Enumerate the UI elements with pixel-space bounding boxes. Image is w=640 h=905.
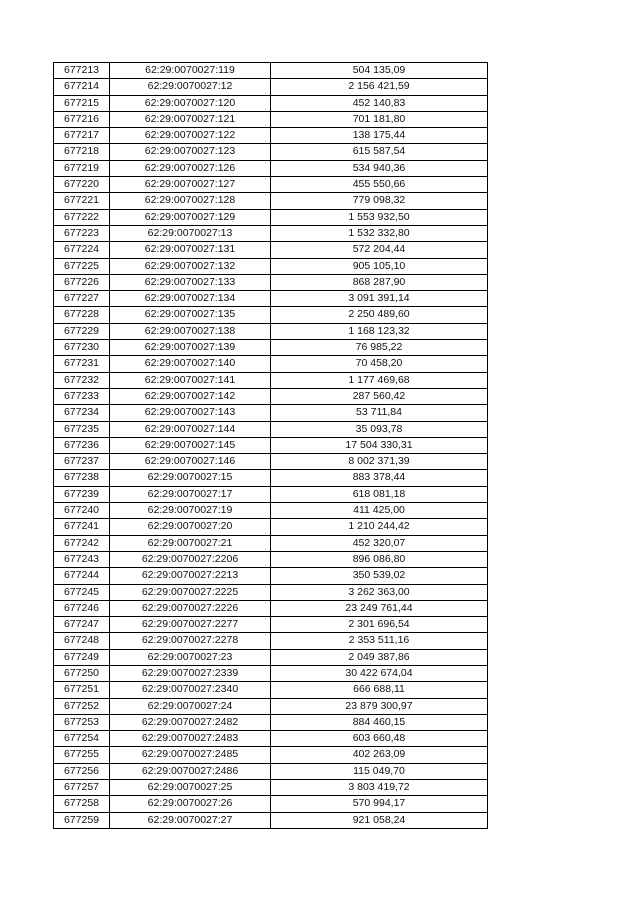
cadastral-number-cell: 62:29:0070027:146: [110, 454, 271, 470]
cadastral-value-cell: 921 058,24: [271, 812, 488, 828]
cadastral-number-cell: 62:29:0070027:2340: [110, 682, 271, 698]
table-row: [54, 258, 488, 274]
row-number-cell: 677253: [54, 714, 110, 730]
cadastral-value-cell: 1 553 932,50: [271, 209, 488, 225]
cadastral-value-cell: 883 378,44: [271, 470, 488, 486]
cadastral-number-cell: 62:29:0070027:139: [110, 340, 271, 356]
row-number-cell: 677248: [54, 633, 110, 649]
cadastral-number-cell: 62:29:0070027:132: [110, 258, 271, 274]
table-row: [54, 388, 488, 404]
cadastral-number-cell: 62:29:0070027:142: [110, 388, 271, 404]
cadastral-number-cell: 62:29:0070027:145: [110, 437, 271, 453]
cadastral-number-cell: 62:29:0070027:2278: [110, 633, 271, 649]
cadastral-number-cell: 62:29:0070027:21: [110, 535, 271, 551]
cadastral-value-cell: 3 262 363,00: [271, 584, 488, 600]
table-row: [54, 291, 488, 307]
table-row: [54, 763, 488, 779]
table-row: [54, 682, 488, 698]
cadastral-number-cell: 62:29:0070027:140: [110, 356, 271, 372]
row-number-cell: 677213: [54, 63, 110, 79]
cadastral-value-cell: 2 250 489,60: [271, 307, 488, 323]
cadastral-number-cell: 62:29:0070027:20: [110, 519, 271, 535]
table-row: [54, 714, 488, 730]
cadastral-number-cell: 62:29:0070027:2339: [110, 665, 271, 681]
row-number-cell: 677252: [54, 698, 110, 714]
table-row: [54, 747, 488, 763]
row-number-cell: 677236: [54, 437, 110, 453]
cadastral-value-cell: 504 135,09: [271, 63, 488, 79]
table-row: [54, 372, 488, 388]
cadastral-number-cell: 62:29:0070027:135: [110, 307, 271, 323]
table-row: [54, 617, 488, 633]
cadastral-value-cell: 350 539,02: [271, 568, 488, 584]
row-number-cell: 677237: [54, 454, 110, 470]
table-row: [54, 340, 488, 356]
table-row: [54, 486, 488, 502]
cadastral-number-cell: 62:29:0070027:25: [110, 780, 271, 796]
cadastral-value-cell: 3 091 391,14: [271, 291, 488, 307]
cadastral-number-cell: 62:29:0070027:2225: [110, 584, 271, 600]
table-row: [54, 225, 488, 241]
cadastral-value-cell: 666 688,11: [271, 682, 488, 698]
row-number-cell: 677214: [54, 79, 110, 95]
cadastral-number-cell: 62:29:0070027:2277: [110, 617, 271, 633]
cadastral-number-cell: 62:29:0070027:122: [110, 128, 271, 144]
table-row: [54, 307, 488, 323]
cadastral-value-cell: 570 994,17: [271, 796, 488, 812]
cadastral-value-cell: 896 086,80: [271, 551, 488, 567]
table-row: [54, 242, 488, 258]
row-number-cell: 677225: [54, 258, 110, 274]
cadastral-number-cell: 62:29:0070027:144: [110, 421, 271, 437]
row-number-cell: 677251: [54, 682, 110, 698]
row-number-cell: 677221: [54, 193, 110, 209]
cadastral-value-cell: 615 587,54: [271, 144, 488, 160]
cadastral-number-cell: 62:29:0070027:143: [110, 405, 271, 421]
table-row: [54, 454, 488, 470]
cadastral-value-cell: 779 098,32: [271, 193, 488, 209]
cadastral-value-cell: 138 175,44: [271, 128, 488, 144]
row-number-cell: 677249: [54, 649, 110, 665]
row-number-cell: 677227: [54, 291, 110, 307]
cadastral-number-cell: 62:29:0070027:121: [110, 111, 271, 127]
cadastral-value-cell: 17 504 330,31: [271, 437, 488, 453]
row-number-cell: 677220: [54, 177, 110, 193]
cadastral-number-cell: 62:29:0070027:141: [110, 372, 271, 388]
cadastral-number-cell: 62:29:0070027:2482: [110, 714, 271, 730]
row-number-cell: 677247: [54, 617, 110, 633]
cadastral-number-cell: 62:29:0070027:2485: [110, 747, 271, 763]
row-number-cell: 677241: [54, 519, 110, 535]
table-row: [54, 63, 488, 79]
row-number-cell: 677235: [54, 421, 110, 437]
table-row: [54, 470, 488, 486]
cadastral-number-cell: 62:29:0070027:134: [110, 291, 271, 307]
table-row: [54, 731, 488, 747]
cadastral-value-cell: 23 879 300,97: [271, 698, 488, 714]
row-number-cell: 677216: [54, 111, 110, 127]
table-row: [54, 128, 488, 144]
cadastral-value-cell: 2 301 696,54: [271, 617, 488, 633]
row-number-cell: 677257: [54, 780, 110, 796]
cadastral-value-cell: 1 177 469,68: [271, 372, 488, 388]
row-number-cell: 677232: [54, 372, 110, 388]
cadastral-value-cell: 35 093,78: [271, 421, 488, 437]
row-number-cell: 677218: [54, 144, 110, 160]
table-row: [54, 405, 488, 421]
cadastral-number-cell: 62:29:0070027:19: [110, 503, 271, 519]
cadastral-number-cell: 62:29:0070027:119: [110, 63, 271, 79]
row-number-cell: 677240: [54, 503, 110, 519]
table-row: [54, 177, 488, 193]
row-number-cell: 677245: [54, 584, 110, 600]
cadastral-value-cell: 30 422 674,04: [271, 665, 488, 681]
row-number-cell: 677219: [54, 160, 110, 176]
table-row: [54, 95, 488, 111]
cadastral-number-cell: 62:29:0070027:138: [110, 323, 271, 339]
cadastral-number-cell: 62:29:0070027:15: [110, 470, 271, 486]
row-number-cell: 677230: [54, 340, 110, 356]
cadastral-value-cell: 411 425,00: [271, 503, 488, 519]
row-number-cell: 677217: [54, 128, 110, 144]
row-number-cell: 677224: [54, 242, 110, 258]
cadastral-value-cell: 3 803 419,72: [271, 780, 488, 796]
cadastral-value-table: [53, 62, 488, 829]
row-number-cell: 677256: [54, 763, 110, 779]
row-number-cell: 677246: [54, 600, 110, 616]
cadastral-value-cell: 1 532 332,80: [271, 225, 488, 241]
cadastral-value-cell: 452 140,83: [271, 95, 488, 111]
table-row: [54, 323, 488, 339]
cadastral-value-cell: 868 287,90: [271, 274, 488, 290]
row-number-cell: 677242: [54, 535, 110, 551]
cadastral-value-cell: 618 081,18: [271, 486, 488, 502]
cadastral-number-cell: 62:29:0070027:133: [110, 274, 271, 290]
table-row: [54, 193, 488, 209]
cadastral-number-cell: 62:29:0070027:127: [110, 177, 271, 193]
table-row: [54, 535, 488, 551]
row-number-cell: 677244: [54, 568, 110, 584]
table-row: [54, 649, 488, 665]
cadastral-value-cell: 23 249 761,44: [271, 600, 488, 616]
table-row: [54, 144, 488, 160]
table-row: [54, 812, 488, 828]
cadastral-number-cell: 62:29:0070027:2206: [110, 551, 271, 567]
cadastral-value-cell: 287 560,42: [271, 388, 488, 404]
table-row: [54, 584, 488, 600]
cadastral-value-cell: 534 940,36: [271, 160, 488, 176]
cadastral-number-cell: 62:29:0070027:123: [110, 144, 271, 160]
row-number-cell: 677231: [54, 356, 110, 372]
cadastral-number-cell: 62:29:0070027:126: [110, 160, 271, 176]
table-row: [54, 437, 488, 453]
cadastral-value-cell: 402 263,09: [271, 747, 488, 763]
cadastral-value-cell: 115 049,70: [271, 763, 488, 779]
cadastral-number-cell: 62:29:0070027:26: [110, 796, 271, 812]
row-number-cell: 677229: [54, 323, 110, 339]
cadastral-number-cell: 62:29:0070027:131: [110, 242, 271, 258]
cadastral-number-cell: 62:29:0070027:27: [110, 812, 271, 828]
table-row: [54, 600, 488, 616]
table-row: [54, 503, 488, 519]
table-row: [54, 209, 488, 225]
cadastral-value-cell: 572 204,44: [271, 242, 488, 258]
table-row: [54, 633, 488, 649]
cadastral-value-cell: 1 210 244,42: [271, 519, 488, 535]
cadastral-number-cell: 62:29:0070027:12: [110, 79, 271, 95]
cadastral-number-cell: 62:29:0070027:2483: [110, 731, 271, 747]
row-number-cell: 677215: [54, 95, 110, 111]
table-row: [54, 79, 488, 95]
row-number-cell: 677226: [54, 274, 110, 290]
cadastral-number-cell: 62:29:0070027:24: [110, 698, 271, 714]
cadastral-value-cell: 76 985,22: [271, 340, 488, 356]
table-row: [54, 160, 488, 176]
row-number-cell: 677258: [54, 796, 110, 812]
row-number-cell: 677223: [54, 225, 110, 241]
row-number-cell: 677238: [54, 470, 110, 486]
row-number-cell: 677234: [54, 405, 110, 421]
table-row: [54, 111, 488, 127]
cadastral-number-cell: 62:29:0070027:129: [110, 209, 271, 225]
cadastral-number-cell: 62:29:0070027:2213: [110, 568, 271, 584]
table-row: [54, 665, 488, 681]
row-number-cell: 677255: [54, 747, 110, 763]
cadastral-number-cell: 62:29:0070027:17: [110, 486, 271, 502]
cadastral-value-cell: 603 660,48: [271, 731, 488, 747]
row-number-cell: 677222: [54, 209, 110, 225]
row-number-cell: 677233: [54, 388, 110, 404]
cadastral-number-cell: 62:29:0070027:2486: [110, 763, 271, 779]
cadastral-value-cell: 70 458,20: [271, 356, 488, 372]
cadastral-value-cell: 8 002 371,39: [271, 454, 488, 470]
cadastral-value-cell: 2 353 511,16: [271, 633, 488, 649]
cadastral-value-cell: 701 181,80: [271, 111, 488, 127]
cadastral-number-cell: 62:29:0070027:2226: [110, 600, 271, 616]
cadastral-value-cell: 455 550,66: [271, 177, 488, 193]
table-row: [54, 274, 488, 290]
cadastral-value-cell: 884 460,15: [271, 714, 488, 730]
cadastral-value-cell: 2 049 387,86: [271, 649, 488, 665]
cadastral-value-cell: 2 156 421,59: [271, 79, 488, 95]
cadastral-number-cell: 62:29:0070027:23: [110, 649, 271, 665]
table-row: [54, 519, 488, 535]
row-number-cell: 677254: [54, 731, 110, 747]
table-row: [54, 568, 488, 584]
table-row: [54, 698, 488, 714]
cadastral-number-cell: 62:29:0070027:13: [110, 225, 271, 241]
cadastral-number-cell: 62:29:0070027:128: [110, 193, 271, 209]
row-number-cell: 677239: [54, 486, 110, 502]
table-row: [54, 796, 488, 812]
cadastral-number-cell: 62:29:0070027:120: [110, 95, 271, 111]
cadastral-value-cell: 905 105,10: [271, 258, 488, 274]
table-row: [54, 780, 488, 796]
cadastral-value-cell: 452 320,07: [271, 535, 488, 551]
table-row: [54, 421, 488, 437]
row-number-cell: 677250: [54, 665, 110, 681]
cadastral-value-cell: 53 711,84: [271, 405, 488, 421]
table-row: [54, 356, 488, 372]
row-number-cell: 677228: [54, 307, 110, 323]
table-body: [54, 63, 488, 829]
cadastral-value-cell: 1 168 123,32: [271, 323, 488, 339]
table-row: [54, 551, 488, 567]
row-number-cell: 677243: [54, 551, 110, 567]
row-number-cell: 677259: [54, 812, 110, 828]
